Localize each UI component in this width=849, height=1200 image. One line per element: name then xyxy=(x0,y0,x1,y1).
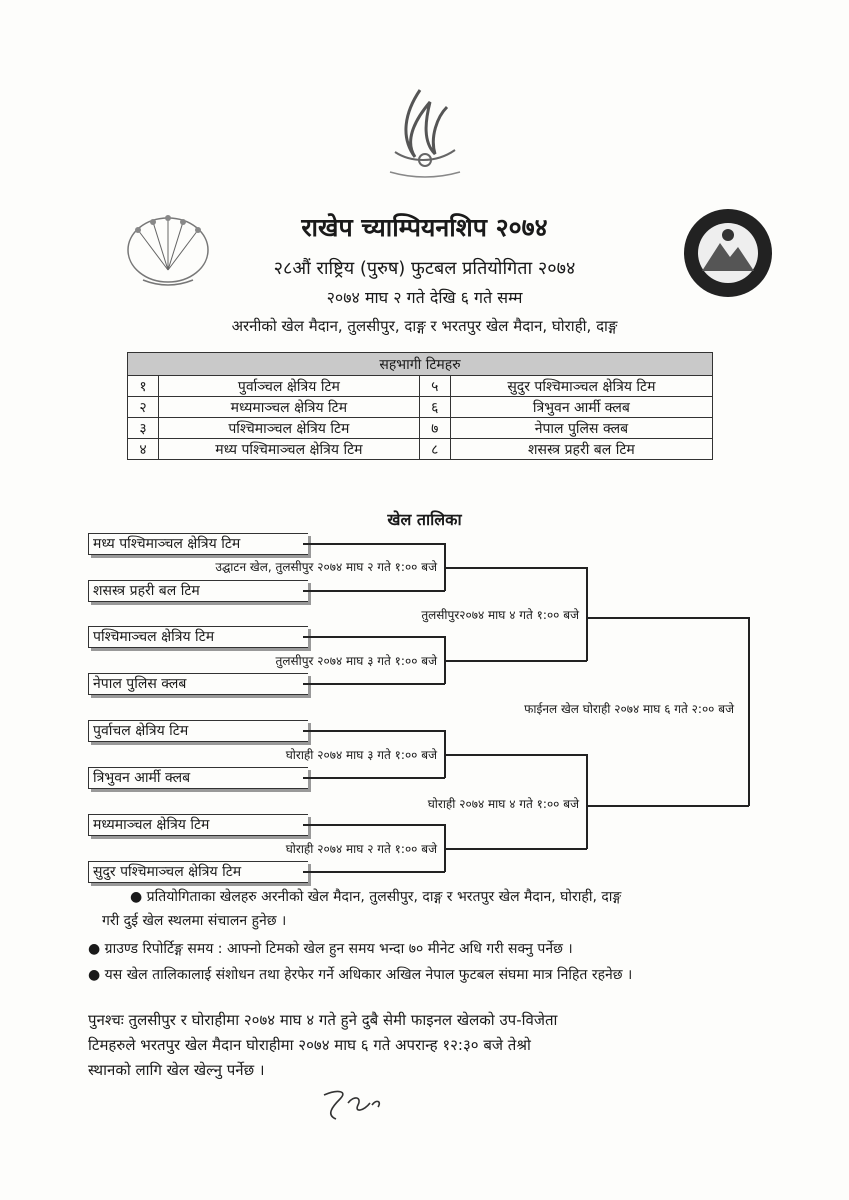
table-row xyxy=(128,418,713,439)
participating-teams-table xyxy=(127,352,713,460)
team-name: पश्चिमाञ्चल क्षेत्रिय टिम xyxy=(159,418,420,439)
bracket-team: मध्यमाञ्चल क्षेत्रिय टिम xyxy=(88,814,308,836)
postscript-line: स्थानको लागि खेल खेल्नु पर्नेछ । xyxy=(88,1061,265,1079)
team-number: ३ xyxy=(128,418,159,439)
note-bullet xyxy=(88,964,788,986)
team-number: २ xyxy=(128,397,159,418)
postscript xyxy=(88,1008,778,1083)
table-row xyxy=(128,439,713,460)
postscript-line: टिमहरुले भरतपुर खेल मैदान घोराहीमा २०७४ माघ ६ गते अपरान्ह १२:३० बजे तेश्रो xyxy=(88,1036,531,1054)
schedule-title: खेल तालिका xyxy=(387,510,462,529)
bracket-team: पुर्वाचल क्षेत्रिय टिम xyxy=(88,720,308,742)
team-name: मध्य पश्चिमाञ्चल क्षेत्रिय टिम xyxy=(159,439,420,460)
bullet-icon: ● xyxy=(130,889,143,905)
note-text: यस खेल तालिकालाई संशोधन तथा हेरफेर गर्ने अधिकार अखिल नेपाल फुटबल संघमा मात्र निहित रहनेछ । xyxy=(104,967,633,983)
final-label: फाईनल खेल घोराही २०७४ माघ ६ गते २:०० बजे xyxy=(524,702,734,716)
bracket-team: नेपाल पुलिस क्लब xyxy=(88,673,308,695)
tournament-dates: २०७४ माघ २ गते देखि ६ गते सम्म xyxy=(326,288,523,307)
tournament-venues: अरनीको खेल मैदान, तुलसीपुर, दाङ्ग र भरतपुर खेल मैदान, घोराही, दाङ्ग xyxy=(231,317,618,335)
note-bullet xyxy=(130,886,780,908)
table-heading: सहभागी टिमहरु xyxy=(128,353,713,376)
table-row xyxy=(128,397,713,418)
match-label: घोराही २०७४ माघ ३ गते १:०० बजे xyxy=(285,748,437,762)
nsc-logo xyxy=(375,82,475,192)
match-label: तुलसीपुर २०७४ माघ ३ गते १:०० बजे xyxy=(275,654,437,668)
semifinal-label: तुलसीपुर२०७४ माघ ४ गते १:०० बजे xyxy=(421,608,579,622)
signature xyxy=(318,1085,388,1127)
match-label: घोराही २०७४ माघ २ गते १:०० बजे xyxy=(285,842,437,856)
bracket-team: मध्य पश्चिमाञ्चल क्षेत्रिय टिम xyxy=(88,533,308,555)
team-number: १ xyxy=(128,376,159,397)
team-name: त्रिभुवन आर्मी क्लब xyxy=(450,397,712,418)
team-name: पुर्वाञ्चल क्षेत्रिय टिम xyxy=(159,376,420,397)
bullet-icon: ● xyxy=(88,967,101,983)
table-row xyxy=(128,376,713,397)
page-title: राखेप च्याम्पियनशिप २०७४ xyxy=(301,213,548,242)
bracket-team: पश्चिमाञ्चल क्षेत्रिय टिम xyxy=(88,626,308,648)
note-continuation: गरी दुई खेल स्थलमा संचालन हुनेछ । xyxy=(102,913,287,929)
team-name: मध्यमाञ्चल क्षेत्रिय टिम xyxy=(159,397,420,418)
team-number: ४ xyxy=(128,439,159,460)
team-number: ८ xyxy=(419,439,450,460)
note-bullet xyxy=(88,938,788,960)
note-text: प्रतियोगिताका खेलहरु अरनीको खेल मैदान, तुलसीपुर, दाङ्ग र भरतपुर खेल मैदान, घोराही, दाङ्ग xyxy=(146,889,622,905)
team-number: ५ xyxy=(419,376,450,397)
team-name: नेपाल पुलिस क्लब xyxy=(450,418,712,439)
team-number: ७ xyxy=(419,418,450,439)
match-label: उद्घाटन खेल, तुलसीपुर २०७४ माघ २ गते १:०० बजे xyxy=(215,560,437,574)
team-name: सुदुर पश्चिमाञ्चल क्षेत्रिय टिम xyxy=(450,376,712,397)
semifinal-label: घोराही २०७४ माघ ४ गते १:०० बजे xyxy=(427,797,579,811)
postscript-line: पुनश्चः तुलसीपुर र घोराहीमा २०७४ माघ ४ गते हुने दुबै सेमी फाइनल खेलको उप-विजेता xyxy=(88,1011,558,1029)
bracket-team: शसस्त्र प्रहरी बल टिम xyxy=(88,580,308,602)
tournament-subtitle: २८औं राष्ट्रिय (पुरुष) फुटबल प्रतियोगिता २०७४ xyxy=(273,258,576,279)
bullet-icon: ● xyxy=(88,941,101,957)
bracket-team: त्रिभुवन आर्मी क्लब xyxy=(88,767,308,789)
team-name: शसस्त्र प्रहरी बल टिम xyxy=(450,439,712,460)
note-text: ग्राउण्ड रिपोर्टिङ्ग समय : आफ्नो टिमको खेल हुन समय भन्दा ७० मीनेट अधि गरी सक्नु पर्नेछ । xyxy=(104,941,573,957)
team-number: ६ xyxy=(419,397,450,418)
bracket-team: सुदुर पश्चिमाञ्चल क्षेत्रिय टिम xyxy=(88,861,308,883)
